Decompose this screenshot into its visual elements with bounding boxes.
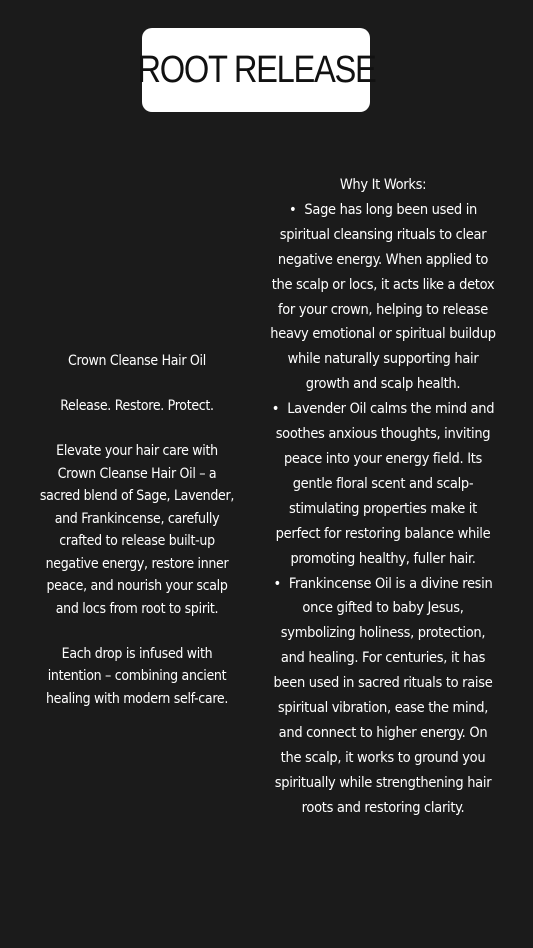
benefit-item-frankincense — [270, 572, 496, 821]
bullet-icon: • — [273, 575, 281, 592]
bullet-icon: • — [288, 201, 297, 218]
product-name: Crown Cleanse Hair Oil — [68, 353, 206, 369]
benefit-text: Sage has long been used in spiritual cleansing rituals to clear negative energy. When applied to the scalp or locs, it acts like a detox for your crown, helping to release heavy emotional or spiritual buildup while naturally supporting hair growth and scalp health. — [270, 201, 496, 393]
benefit-text: Frankincense Oil is a divine resin once gifted to baby Jesus, symbolizing holiness, protection, and healing. For centuries, it has been used in sacred rituals to raise spiritual vibration, ease the mind, and connect to higher energy. On the scalp, it works to ground you spiritually while strengthening hair roots and restoring clarity. — [273, 575, 493, 816]
title-box — [136, 28, 376, 112]
why-it-works — [270, 173, 496, 821]
benefit-text: Lavender Oil calms the mind and soothes anxious thoughts, inviting peace into your energy field. Its gentle floral scent and scalp-stimulating properties make it perfect for restoring balance while promoting healthy, fuller hair. — [275, 401, 495, 567]
benefit-item-lavender — [270, 397, 496, 571]
tagline: Release. Restore. Protect. — [60, 398, 214, 414]
benefit-item-sage — [270, 198, 496, 397]
why-it-works-heading: Why It Works: — [339, 177, 427, 193]
bullet-icon: • — [271, 401, 280, 418]
page-title: ROOT RELEASE — [136, 48, 376, 91]
product-description: Elevate your hair care with Crown Cleanse Hair Oil – a sacred blend of Sage, Lavender, and Frankincense, carefully crafted to release built-up negative energy, restore inner peace, and nourish your scalp and locs from root to spirit. — [39, 443, 235, 617]
product-intro — [38, 350, 236, 733]
closing-text: Each drop is infused with intention – combining ancient healing with modern self-care. — [45, 645, 229, 707]
